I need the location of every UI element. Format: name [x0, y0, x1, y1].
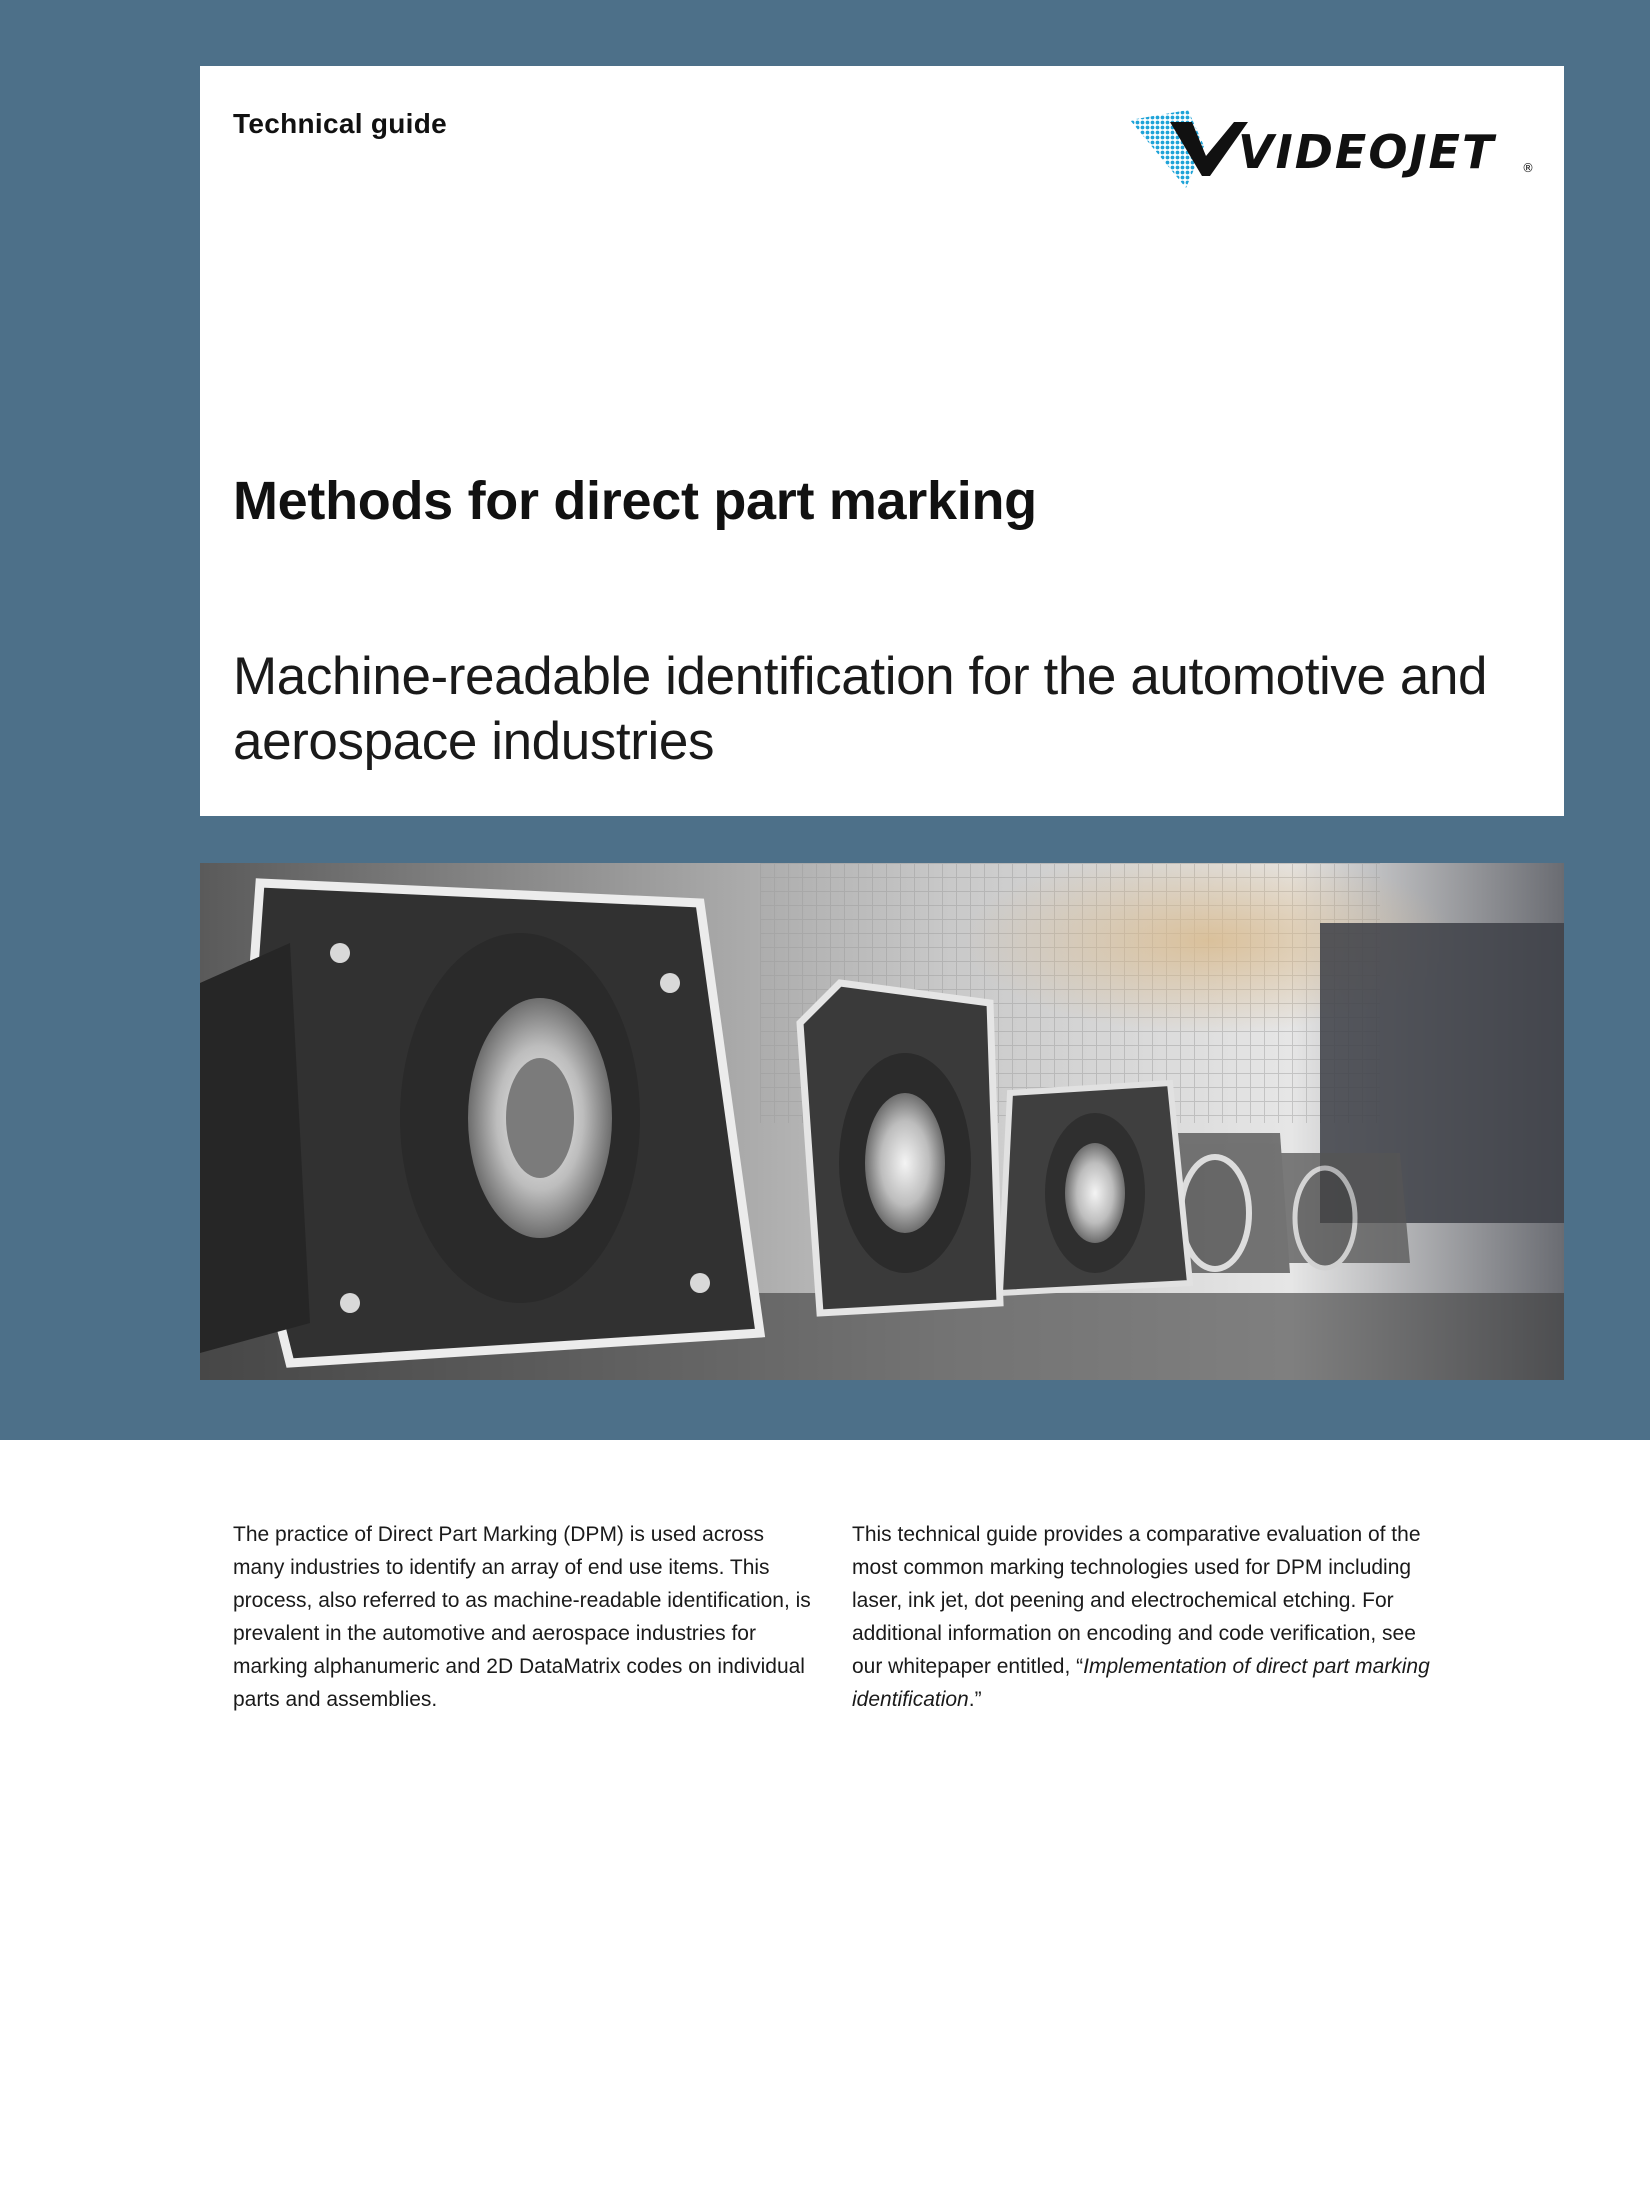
whitepaper-title: Implementation of direct part marking identification	[852, 1655, 1430, 1711]
intro-right-text: This technical guide provides a comparative evaluation of the most common marking technologies used for DPM including laser, ink jet, dot peening and electrochemical etching. For additional information on encoding and code verification, see our whitepaper entitled, “	[852, 1523, 1421, 1678]
title-card	[200, 66, 1564, 816]
intro-paragraph-right	[852, 1518, 1442, 1716]
logo-wordmark: VIDEOJET	[1238, 125, 1496, 179]
page-title: Methods for direct part marking	[233, 471, 1037, 531]
videojet-logo	[1130, 110, 1535, 188]
document-type-label: Technical guide	[233, 108, 448, 139]
page-subtitle: Machine-readable identification for the automotive and aerospace industries	[233, 647, 1488, 771]
intro-paragraph-left: The practice of Direct Part Marking (DPM) is used across many industries to identify an array of end use items. This process, also referred to as machine-readable identification, is prevalent in the automotive and aerospace industries for marking alphanumeric and 2D DataMatrix codes on individual parts and assemblies.	[233, 1523, 811, 1711]
registered-mark: ®	[1522, 161, 1534, 175]
engine-housings-photo	[200, 863, 1564, 1380]
intro-right-closing: .”	[968, 1688, 982, 1711]
